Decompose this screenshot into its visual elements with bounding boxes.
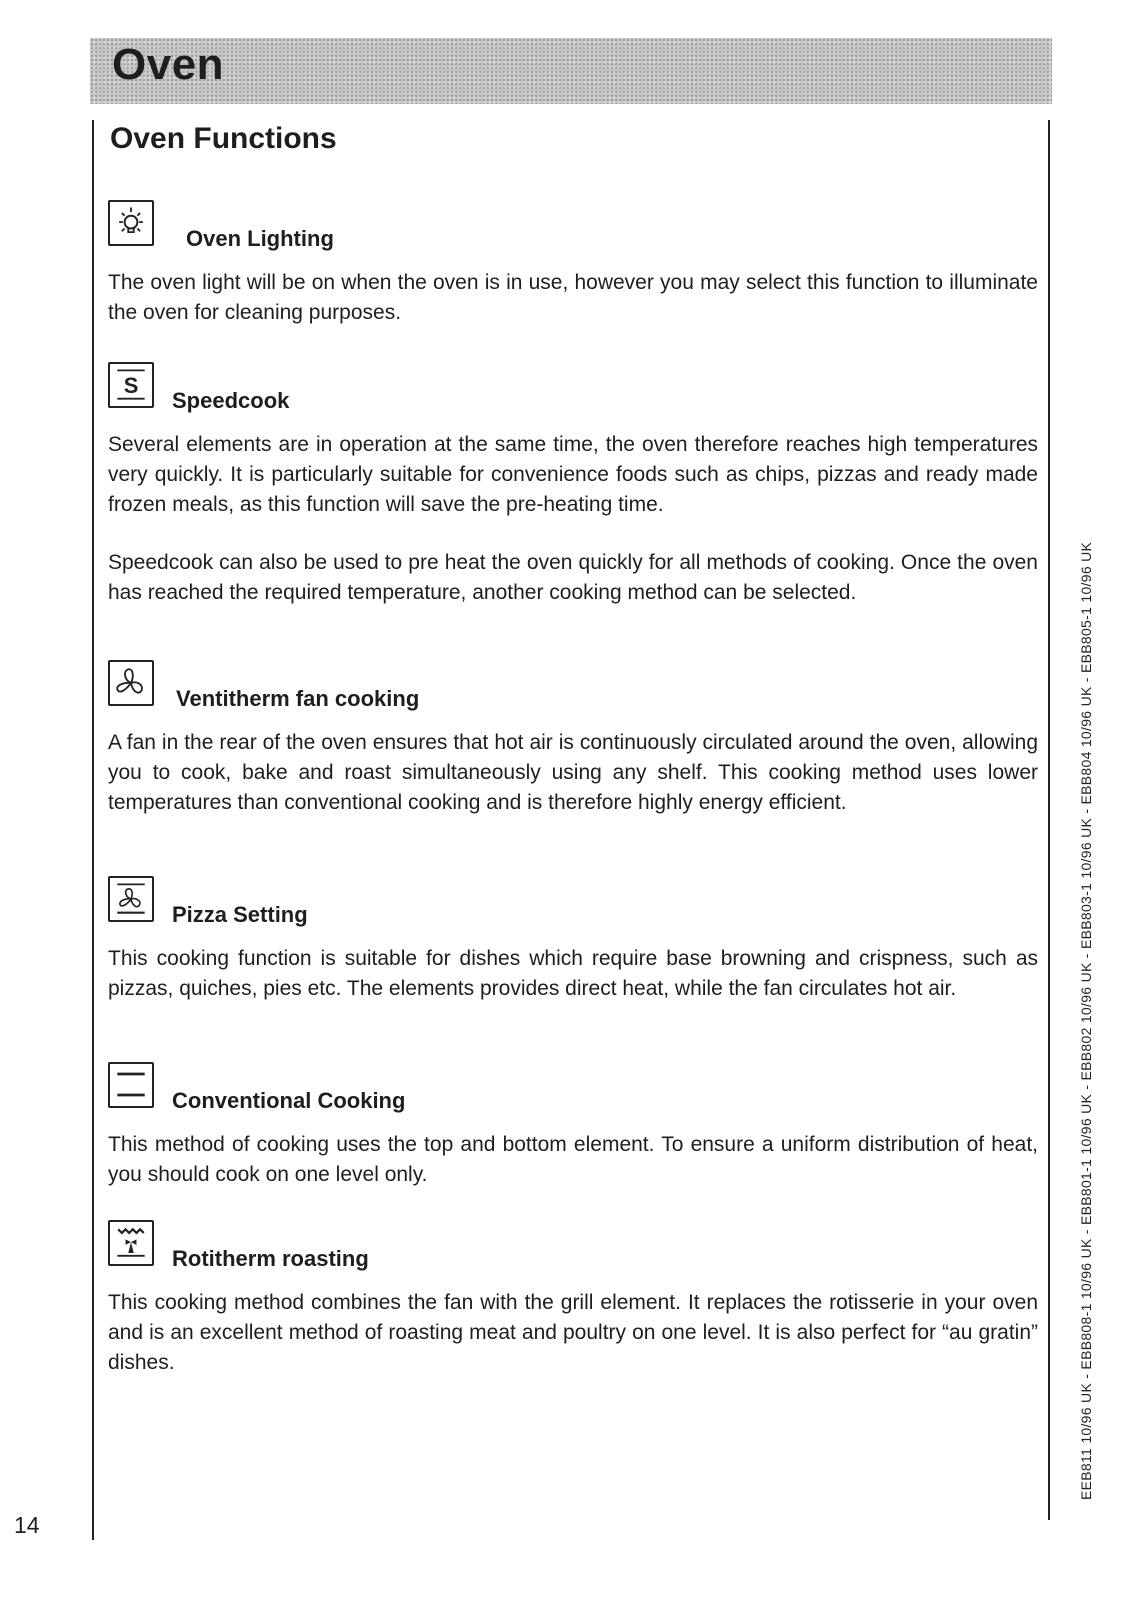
section-paragraph: This method of cooking uses the top and bottom element. To ensure a uniform distribution of heat, you should cook on one level only.	[108, 1133, 1038, 1186]
section-speedcook	[108, 362, 1038, 608]
section-oven-lighting	[108, 200, 1038, 328]
page-title: Oven Functions	[110, 122, 337, 155]
svg-text:S: S	[123, 373, 139, 399]
section-heading: Oven Lighting	[186, 226, 334, 251]
left-margin-rule	[92, 120, 94, 1540]
section-heading: Rotitherm roasting	[172, 1246, 369, 1271]
right-margin-rule	[1048, 120, 1050, 1520]
header-title: Oven	[112, 40, 225, 89]
light-bulb-icon	[108, 200, 154, 246]
page-number: 14	[14, 1512, 40, 1538]
section-paragraph: Several elements are in operation at the same time, the oven therefore reaches high temperatures very quickly. It is particularly suitable for convenience foods such as chips, pizzas and ready made frozen meals, as this function will save the pre-heating time.	[108, 433, 1038, 516]
section-paragraph: Speedcook can also be used to pre heat the oven quickly for all methods of cooking. Once the oven has reached the required temperature, another cooking method can be selected.	[108, 551, 1038, 604]
section-paragraph: This cooking function is suitable for dishes which require base browning and crispness, such as pizzas, quiches, pies etc. The elements provides direct heat, while the fan circulates hot air.	[108, 947, 1038, 1000]
section-heading: Pizza Setting	[172, 902, 308, 927]
section-conventional-cooking	[108, 1062, 1038, 1190]
grill-fan-icon	[108, 1220, 154, 1266]
side-model-codes: EEB811 10/96 UK - EBB808-1 10/96 UK - EBB801-1 10/96 UK - EBB802 10/96 UK - EBB803-1 10/96 UK - EBB804 10/96 UK - EBB805-1 10/96 UK	[1078, 541, 1094, 1500]
section-paragraph: A fan in the rear of the oven ensures that hot air is continuously circulated around the oven, allowing you to cook, bake and roast simultaneously using any shelf. This cooking method uses lower temperatures than conventional cooking and is therefore highly energy efficient.	[108, 731, 1038, 814]
section-pizza-setting	[108, 876, 1038, 1004]
section-heading: Conventional Cooking	[172, 1088, 406, 1113]
section-heading: Ventitherm fan cooking	[176, 686, 420, 711]
top-bottom-element-icon	[108, 1062, 154, 1108]
speedcook-s-icon	[108, 362, 154, 408]
fan-icon	[108, 660, 154, 706]
section-rotitherm-roasting	[108, 1220, 1038, 1378]
pizza-fan-element-icon	[108, 876, 154, 922]
section-heading: Speedcook	[172, 388, 290, 413]
header-band	[90, 38, 1052, 104]
section-paragraph: This cooking method combines the fan with the grill element. It replaces the rotisserie in your oven and is an excellent method of roasting meat and poultry on one level. It is also perfect for “au gratin” dishes.	[108, 1291, 1038, 1374]
section-ventitherm	[108, 660, 1038, 818]
section-paragraph: The oven light will be on when the oven is in use, however you may select this function to illuminate the oven for cleaning purposes.	[108, 271, 1038, 324]
